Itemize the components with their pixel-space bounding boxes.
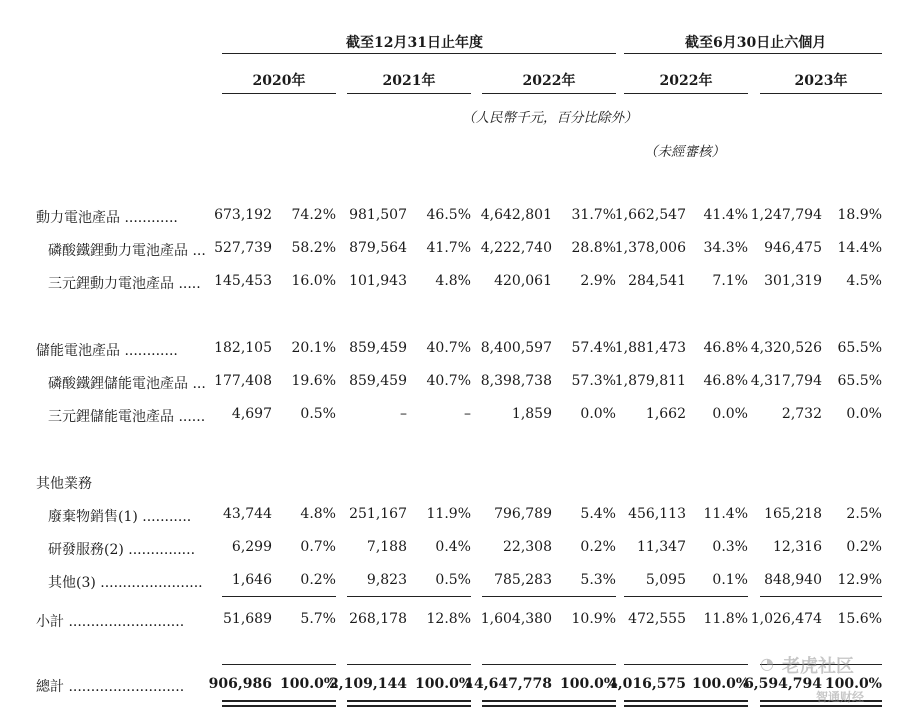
header-group-year-rule [222, 53, 616, 54]
percent-cell: 0.2% [846, 539, 882, 555]
row-label-lfp-power: 磷酸鐵鋰動力電池產品 ... [48, 243, 206, 259]
amount-cell: 785,283 [494, 572, 552, 588]
row-label-subtotal: 小計 .......................... [36, 614, 185, 630]
percent-cell: 31.7% [571, 207, 616, 223]
header-group-half-rule [624, 53, 882, 54]
percent-cell: 41.7% [426, 240, 471, 256]
amount-cell: 268,178 [349, 611, 407, 627]
amount-cell: 6,299 [231, 539, 272, 555]
amount-cell: 14,647,778 [464, 676, 552, 692]
watermark-sub: 智通财经 [816, 690, 865, 704]
total-top-rule [347, 664, 471, 665]
percent-cell: – [464, 406, 471, 422]
amount-cell: 848,940 [764, 572, 822, 588]
total-double-rule [624, 705, 748, 707]
amount-cell: 7,188 [366, 539, 407, 555]
amount-cell: 43,744 [223, 506, 272, 522]
percent-cell: 7.1% [712, 273, 748, 289]
percent-cell: 28.8% [571, 240, 616, 256]
amount-cell: 1,662 [645, 406, 686, 422]
header-group-year: 截至12月31日止年度 [346, 35, 483, 51]
row-label-lfp-storage: 磷酸鐵鋰儲能電池產品 ... [48, 376, 206, 392]
subtotal-rule [347, 596, 471, 597]
percent-cell: 12.9% [837, 572, 882, 588]
percent-cell: 4.5% [846, 273, 882, 289]
percent-cell: 0.2% [580, 539, 616, 555]
percent-cell: 16.0% [291, 273, 336, 289]
percent-cell: 18.9% [837, 207, 882, 223]
year-header: 2020年 [252, 73, 306, 89]
percent-cell: 15.6% [837, 611, 882, 627]
amount-cell: 1,378,006 [614, 240, 686, 256]
amount-cell: 1,026,474 [750, 611, 822, 627]
year-header-rule [624, 93, 748, 94]
row-label-storage-battery: 儲能電池產品 ............ [36, 343, 178, 359]
amount-cell: 177,408 [214, 373, 272, 389]
percent-cell: 0.0% [580, 406, 616, 422]
percent-cell: 100.0% [560, 676, 618, 692]
percent-cell: 46.8% [703, 373, 748, 389]
amount-cell: 11,347 [637, 539, 686, 555]
amount-cell: 301,319 [764, 273, 822, 289]
percent-cell: 5.7% [300, 611, 336, 627]
percent-cell: 0.7% [300, 539, 336, 555]
percent-cell: 19.6% [291, 373, 336, 389]
percent-cell: 40.7% [426, 340, 471, 356]
amount-cell: 796,789 [494, 506, 552, 522]
percent-cell: 0.5% [300, 406, 336, 422]
watermark-logo-icon: ◔ [760, 654, 774, 673]
year-header: 2023年 [794, 73, 848, 89]
percent-cell: 100.0% [824, 676, 882, 692]
amount-cell: 5,095 [645, 572, 686, 588]
percent-cell: 20.1% [291, 340, 336, 356]
percent-cell: 0.0% [712, 406, 748, 422]
amount-cell: 1,859 [511, 406, 552, 422]
percent-cell: 58.2% [291, 240, 336, 256]
percent-cell: 46.5% [426, 207, 471, 223]
watermark-main: 老虎社区 [782, 656, 854, 677]
subtotal-rule [760, 596, 882, 597]
amount-cell: 8,398,738 [480, 373, 552, 389]
percent-cell: 5.4% [580, 506, 616, 522]
amount-cell: 6,594,794 [744, 676, 822, 692]
percent-cell: 5.3% [580, 572, 616, 588]
amount-cell: 673,192 [214, 207, 272, 223]
amount-cell: 456,113 [628, 506, 686, 522]
amount-cell: 879,564 [349, 240, 407, 256]
subtotal-rule [222, 596, 336, 597]
unit-note: （人民幣千元，百分比除外） [462, 110, 638, 126]
percent-cell: 4.8% [300, 506, 336, 522]
row-label-other-business: 其他業務 [36, 476, 92, 492]
percent-cell: 100.0% [415, 676, 473, 692]
amount-cell: 981,507 [349, 207, 407, 223]
row-label-ternary-power: 三元鋰動力電池產品 ..... [48, 276, 201, 292]
row-label-rd-services: 研發服務(2) ............... [48, 542, 196, 558]
total-double-rule [347, 700, 471, 702]
row-label-waste-sales: 廢棄物銷售(1) ........... [48, 509, 192, 525]
amount-cell: 2,732 [781, 406, 822, 422]
percent-cell: 100.0% [280, 676, 338, 692]
amount-cell: 8,400,597 [480, 340, 552, 356]
amount-cell: 4,222,740 [480, 240, 552, 256]
amount-cell: 4,697 [231, 406, 272, 422]
row-label-others: 其他(3) ....................... [48, 575, 203, 591]
amount-cell: 859,459 [349, 340, 407, 356]
percent-cell: 0.4% [435, 539, 471, 555]
percent-cell: 11.9% [426, 506, 471, 522]
amount-cell: – [400, 406, 407, 422]
percent-cell: 40.7% [426, 373, 471, 389]
amount-cell: 4,016,575 [608, 676, 686, 692]
total-top-rule [482, 664, 616, 665]
percent-cell: 14.4% [837, 240, 882, 256]
amount-cell: 1,881,473 [614, 340, 686, 356]
row-label-total: 總計 .......................... [36, 679, 185, 695]
amount-cell: 2,109,144 [329, 676, 407, 692]
total-double-rule [222, 700, 336, 702]
amount-cell: 145,453 [214, 273, 272, 289]
percent-cell: 12.8% [426, 611, 471, 627]
percent-cell: 11.4% [703, 506, 748, 522]
row-label-power-battery: 動力電池產品 ............ [36, 210, 178, 226]
percent-cell: 0.5% [435, 572, 471, 588]
header-group-half: 截至6月30日止六個月 [685, 35, 827, 51]
amount-cell: 165,218 [764, 506, 822, 522]
amount-cell: 51,689 [223, 611, 272, 627]
amount-cell: 527,739 [214, 240, 272, 256]
amount-cell: 4,317,794 [750, 373, 822, 389]
percent-cell: 46.8% [703, 340, 748, 356]
percent-cell: 57.4% [571, 340, 616, 356]
total-top-rule [222, 664, 336, 665]
percent-cell: 2.9% [580, 273, 616, 289]
row-label-ternary-storage: 三元鋰儲能電池產品 ...... [48, 409, 206, 425]
percent-cell: 4.8% [435, 273, 471, 289]
year-header-rule [482, 93, 616, 94]
percent-cell: 11.8% [703, 611, 748, 627]
total-double-rule [482, 705, 616, 707]
amount-cell: 251,167 [349, 506, 407, 522]
year-header-rule [347, 93, 471, 94]
amount-cell: 906,986 [208, 676, 272, 692]
amount-cell: 4,642,801 [480, 207, 552, 223]
percent-cell: 65.5% [837, 373, 882, 389]
percent-cell: 0.0% [846, 406, 882, 422]
amount-cell: 22,308 [503, 539, 552, 555]
percent-cell: 0.2% [300, 572, 336, 588]
amount-cell: 12,316 [773, 539, 822, 555]
subtotal-rule [482, 596, 616, 597]
percent-cell: 65.5% [837, 340, 882, 356]
total-double-rule [482, 700, 616, 702]
amount-cell: 472,555 [628, 611, 686, 627]
amount-cell: 859,459 [349, 373, 407, 389]
year-header-rule [760, 93, 882, 94]
percent-cell: 57.3% [571, 373, 616, 389]
total-top-rule [624, 664, 748, 665]
amount-cell: 284,541 [628, 273, 686, 289]
percent-cell: 41.4% [703, 207, 748, 223]
total-double-rule [760, 705, 882, 707]
percent-cell: 2.5% [846, 506, 882, 522]
percent-cell: 0.1% [712, 572, 748, 588]
amount-cell: 1,879,811 [614, 373, 686, 389]
amount-cell: 1,662,547 [614, 207, 686, 223]
total-double-rule [347, 705, 471, 707]
percent-cell: 100.0% [692, 676, 750, 692]
amount-cell: 1,604,380 [480, 611, 552, 627]
total-double-rule [222, 705, 336, 707]
amount-cell: 1,247,794 [750, 207, 822, 223]
unaudited-note: （未經審核） [644, 144, 725, 160]
year-header: 2022年 [659, 73, 713, 89]
amount-cell: 946,475 [764, 240, 822, 256]
year-header: 2022年 [522, 73, 576, 89]
amount-cell: 420,061 [494, 273, 552, 289]
amount-cell: 101,943 [349, 273, 407, 289]
subtotal-rule [624, 596, 748, 597]
year-header-rule [222, 93, 336, 94]
amount-cell: 4,320,526 [750, 340, 822, 356]
amount-cell: 1,646 [231, 572, 272, 588]
total-double-rule [624, 700, 748, 702]
percent-cell: 0.3% [712, 539, 748, 555]
year-header: 2021年 [382, 73, 436, 89]
amount-cell: 182,105 [214, 340, 272, 356]
amount-cell: 9,823 [366, 572, 407, 588]
percent-cell: 10.9% [571, 611, 616, 627]
percent-cell: 74.2% [291, 207, 336, 223]
percent-cell: 34.3% [703, 240, 748, 256]
